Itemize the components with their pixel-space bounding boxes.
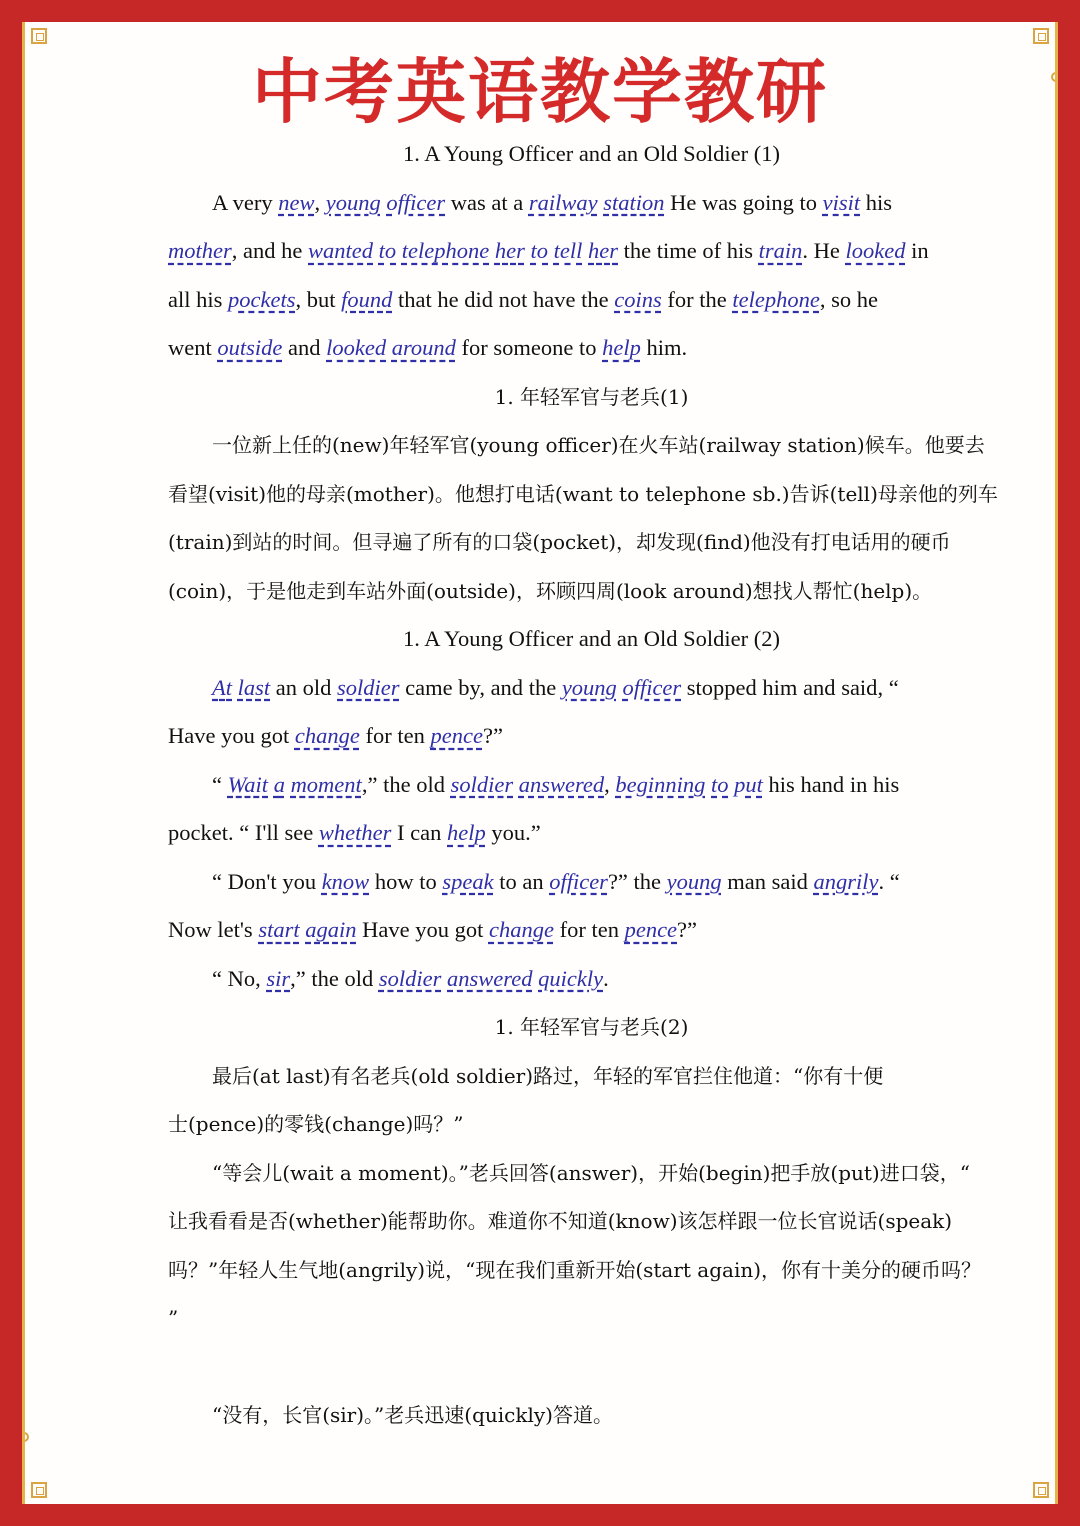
paragraph-line: “等会儿(wait a moment)。”老兵回答(answer)，开始(begin)把手放(put)进口袋，“ [212, 1160, 970, 1185]
paragraph-line: 看望(visit)他的母亲(mother)。他想打电话(want to telephone sb.)告诉(tell)母亲他的列车 [168, 481, 998, 506]
paragraph-line: A very new, young officer was at a railway station He was going to visit his [212, 189, 893, 215]
paragraph-line: 让我看看是否(whether)能帮助你。难道你不知道(know)该怎样跟一位长官说话(speak) [168, 1209, 953, 1233]
paragraph-line: Have you got change for ten pence?” [168, 723, 503, 748]
paragraph-line: mother, and he wanted to telephone her to tell her the time of his train. He looked in [168, 238, 929, 263]
paragraph-line: pocket. “ I'll see whether I can help you.” [168, 820, 541, 845]
section-heading: 1. 年轻军官与老兵(1) [494, 384, 689, 409]
corner-ornament-icon [31, 28, 47, 44]
paragraph-line: “ Don't you know how to speak to an officer?” the young man said angrily. “ [212, 868, 900, 894]
corner-ornament-icon [1033, 28, 1049, 44]
paragraph-line: 一位新上任的(new)年轻军官(young officer)在火车站(railway station)候车。他要去 [212, 433, 985, 457]
section-heading: 1. A Young Officer and an Old Soldier (2) [402, 626, 781, 651]
paragraph-line: “ No, sir,” the old soldier answered quickly. [212, 965, 609, 991]
corner-ornament-icon [31, 1482, 47, 1498]
paragraph-line: 吗？”年轻人生气地(angrily)说，“现在我们重新开始(start again)，你有十美分的硬币吗？ [168, 1257, 982, 1282]
paragraph-line: all his pockets, but found that he did not have the coins for the telephone, so he [168, 286, 879, 312]
document-body [168, 130, 1015, 1440]
paragraph-line: (coin)，于是他走到车站外面(outside)，环顾四周(look around)想找人帮忙(help)。 [168, 578, 933, 603]
section-heading: 1. 年轻军官与老兵(2) [494, 1015, 689, 1039]
paragraph-line: went outside and looked around for someone to help him. [168, 335, 688, 360]
paragraph-line: Now let's start again Have you got change for ten pence?” [168, 917, 698, 942]
page-title: 中考英语教学教研 [252, 51, 828, 133]
side-ornament-icon [22, 1432, 29, 1442]
paragraph-line: “ Wait a moment,” the old soldier answered, beginning to put his hand in his [212, 771, 900, 797]
page-frame [22, 22, 1058, 1504]
paragraph-line: 最后(at last)有名老兵(old soldier)路过，年轻的军官拦住他道：“你有十便 [212, 1063, 884, 1088]
corner-ornament-icon [1033, 1482, 1049, 1498]
paragraph-line: At last an old soldier came by, and the young officer stopped him and said, “ [212, 674, 899, 700]
section-heading: 1. A Young Officer and an Old Soldier (1) [402, 141, 781, 166]
paragraph-line: 士(pence)的零钱(change)吗？” [168, 1112, 464, 1136]
paragraph-line: “没有，长官(sir)。”老兵迅速(quickly)答道。 [212, 1403, 613, 1427]
paragraph-line: ” [168, 1306, 179, 1330]
paragraph-line: (train)到站的时间。但寻遍了所有的口袋(pocket)，却发现(find)他没有打电话用的硬币 [168, 530, 951, 554]
